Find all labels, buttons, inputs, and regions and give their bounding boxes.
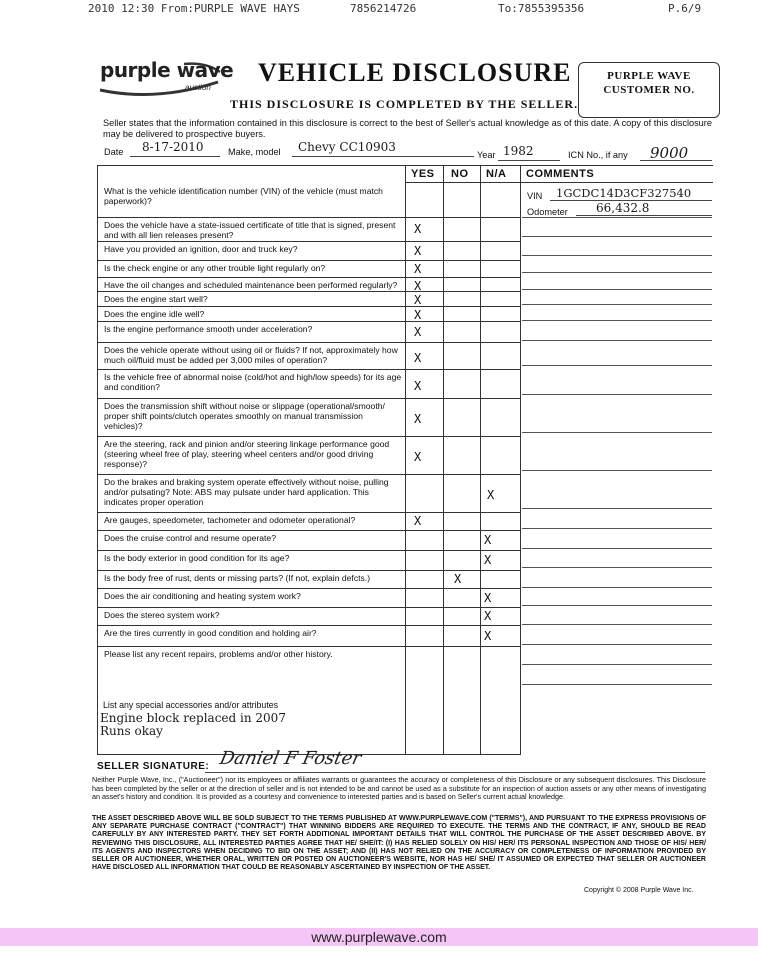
question-text: Does the transmission shift without noise or slippage (operational/smooth/ proper shift points/clutch operates smoothly on manual transmission vehicles)? — [104, 401, 385, 432]
answer-checkmark: X — [414, 243, 422, 258]
question-text: Have you provided an ignition, door and truck key? — [104, 244, 298, 254]
answer-checkmark: X — [487, 488, 495, 502]
comment-line — [522, 644, 712, 645]
question-text: Is the vehicle free of abnormal noise (cold/hot and high/low speeds) for its age and condition? — [104, 372, 402, 393]
row-divider — [97, 277, 521, 278]
make-model-value: Chevy CC10903 — [298, 140, 396, 154]
row-divider — [97, 306, 521, 307]
question-text: Is the check engine or any other trouble light regularly on? — [104, 263, 326, 273]
odometer-underline — [576, 215, 712, 216]
comment-line — [522, 217, 712, 218]
icn-label: ICN No., if any — [568, 150, 628, 160]
answer-checkmark: X — [414, 262, 422, 276]
comment-line — [522, 432, 712, 433]
icn-underline — [640, 160, 712, 161]
header-underline — [405, 182, 713, 183]
comment-line — [522, 394, 712, 395]
year-underline — [498, 160, 560, 161]
question-text: Is the body exterior in good condition for its age? — [104, 553, 290, 563]
question-text: Are the tires currently in good condition and holding air? — [104, 628, 317, 638]
page-title: VEHICLE DISCLOSURE — [258, 58, 572, 87]
signature-line — [205, 772, 705, 773]
row-divider — [97, 217, 521, 218]
answer-checkmark: X — [454, 572, 462, 586]
row-divider — [97, 260, 521, 261]
fax-from-number: 7856214726 — [350, 2, 417, 15]
terms-text: THE ASSET DESCRIBED ABOVE WILL BE SOLD SUBJECT TO THE TERMS PUBLISHED AT WWW.PURPLEWAVE.COM ("TERMS"), AND PURSUANT TO THE EXPRESS PROVISIONS OF ANY SEPARATE PURCHASE CONTRACT ("CONTRACT") THAT WINNING BIDDERS ARE REQUIRED TO EXECUTE. THE TERMS AND THE CONTRACT, IF ANY, SHOULD BE READ CAREFULLY BY ANY INTERESTED PARTY. THEY SET FORTH ADDITIONAL IMPORTANT DETAILS THAT WILL CONTROL THE PURCHASE OF THE ASSET DESCRIBED ABOVE. BY REVIEWING THIS DISCLOSURE, ALL INTERESTED PARTIES AGREE THAT HE/ SHE/IT: (I) HAS RELIED SOLELY ON HIS/ HER/ ITS PERSONAL INSPECTION AND THOSE OF HIS/ HER/ ITS AGENTS AND INSPECTORS WHEN DECIDING TO BID ON THE ASSET; AND (II) HAS NOT RELIED ON THE ACCURACY OR COMPLETENESS OF INFORMATION PROVIDED BY SELLER OR AUCTIONEER, WHETHER ORAL, WRITTEN OR POSTED ON AUCTIONEER'S WEBSITE, NOR HAS HE/ SHE/ IT ASSUMED OR EXPECTED THAT SELLER OR AUCTIONEER HAVE DISCLOSED ALL INFORMATION THAT COULD BE REASONABLY ASCERTAINED BY INSPECTION OF THE ASSET. — [92, 815, 706, 872]
comments-column-divider — [520, 165, 521, 754]
logo-subtext: auction — [185, 83, 211, 92]
question-text: Are the steering, rack and pinion and/or steering linkage performance good (steering wheel free of play, steering wheel centers and/or good driving response)? — [104, 439, 390, 470]
comment-line — [522, 605, 712, 606]
customer-number-box — [578, 62, 720, 118]
question-text: Does the stereo system work? — [104, 610, 220, 620]
make-model-label: Make, model — [228, 147, 281, 157]
customer-box-line2: CUSTOMER NO. — [603, 84, 695, 96]
answer-checkmark: X — [484, 628, 492, 643]
column-header-yes: YES — [411, 168, 435, 180]
row-divider — [97, 398, 521, 399]
row-divider — [97, 241, 521, 242]
comment-line — [522, 587, 712, 588]
table-left-border — [97, 165, 98, 754]
question-text: Does the engine start well? — [104, 294, 208, 304]
question-text: Please list any recent repairs, problems and/or other history. — [104, 649, 333, 659]
row-divider — [97, 321, 521, 322]
comment-line — [522, 470, 712, 471]
answer-checkmark: X — [414, 293, 422, 307]
row-divider — [97, 512, 521, 513]
odometer-label: Odometer — [527, 207, 568, 217]
page-subtitle: THIS DISCLOSURE IS COMPLETED BY THE SELLER. — [230, 97, 579, 111]
comment-line — [522, 320, 712, 321]
answer-checkmark: X — [414, 279, 422, 293]
question-text: Are gauges, speedometer, tachometer and odometer operational? — [104, 515, 356, 525]
comment-line — [522, 340, 712, 341]
answer-checkmark: X — [484, 553, 492, 567]
intro-statement: Seller states that the information contained in this disclosure is correct to the best of Seller's actual knowledge as of this date. A copy of this disclosure may be delivered to prospective buyers. — [103, 118, 712, 139]
question-text: Is the body free of rust, dents or missing parts? (If not, explain defcts.) — [104, 573, 371, 583]
comment-line — [522, 508, 712, 509]
answer-checkmark: X — [414, 308, 422, 322]
question-text: Is the engine performance smooth under acceleration? — [104, 324, 313, 334]
comment-line — [522, 272, 712, 273]
comment-line — [522, 255, 712, 256]
date-underline — [130, 156, 220, 157]
question-text: Does the air conditioning and heating system work? — [104, 591, 301, 601]
vin-label: VIN — [527, 191, 543, 201]
row-divider — [97, 607, 521, 608]
question-text: Does the cruise control and resume operate? — [104, 533, 276, 543]
logo-wordmark: purple wave — [100, 58, 234, 82]
comment-line — [522, 684, 712, 685]
question-text: Does the vehicle operate without using oil or fluids? If not, approximately how much oil/fluid must be added per 3,000 miles of operation? — [104, 345, 398, 366]
comment-line — [522, 624, 712, 625]
disclaimer-text: Neither Purple Wave, Inc., ("Auctioneer") nor its employees or affiliates warrants or guarantees the accuracy or completeness of this Disclosure or any subsequent disclosures. This Disclosure has been completed by the seller or at the direction of seller and is not intended to be and cannot be used as a substitute for an inspection of auction assets or any other means of investigating an asset's history and condition. It is provided as a courtesy and convenience to interested parties and is based on Seller's current actual knowledge. — [92, 775, 706, 802]
answer-checkmark: X — [414, 222, 422, 236]
comment-line — [522, 548, 712, 549]
comment-line — [522, 567, 712, 568]
row-divider — [97, 436, 521, 437]
question-text: Have the oil changes and scheduled maintenance been performed regularly? — [104, 280, 398, 290]
column-header-na: N/A — [486, 168, 507, 180]
answer-checkmark: X — [484, 533, 492, 547]
footer-url-link[interactable]: www.purplewave.com — [311, 929, 447, 945]
comment-line — [522, 304, 712, 305]
answer-checkmark: X — [414, 514, 422, 528]
question-text: Does the vehicle have a state-issued certificate of title that is signed, present and with all lien releases present? — [104, 220, 396, 241]
year-value: 1982 — [503, 144, 534, 158]
row-divider — [97, 588, 521, 589]
column-header-comments: COMMENTS — [526, 168, 595, 180]
make-underline — [292, 156, 474, 157]
vin-value: 1GCDC14D3CF327540 — [556, 186, 692, 200]
comment-line — [522, 289, 712, 290]
comment-line — [522, 664, 712, 665]
row-divider — [97, 550, 521, 551]
fax-timestamp: 2010 12:30 From:PURPLE WAVE HAYS — [88, 2, 300, 15]
accessories-label: List any special accessories and/or attributes — [103, 700, 279, 710]
question-text: Do the brakes and braking system operate effectively without noise, pulling and/or pulsating? Note: ABS may pulsate under hard application. This indicates proper operation — [104, 477, 389, 508]
accessories-line1: Engine block replaced in 2007 — [100, 711, 286, 725]
row-divider — [97, 625, 521, 626]
customer-box-line1: PURPLE WAVE — [607, 70, 691, 82]
date-label: Date — [104, 147, 124, 157]
odometer-value: 66,432.8 — [596, 201, 650, 215]
answer-checkmark: X — [414, 324, 422, 339]
icn-value: 9000 — [650, 144, 689, 162]
comment-line — [522, 528, 712, 529]
answer-checkmark: X — [414, 450, 422, 464]
answer-checkmark: X — [414, 412, 422, 426]
row-divider — [97, 369, 521, 370]
na-column-divider — [480, 165, 481, 754]
accessories-line2: Runs okay — [100, 724, 163, 738]
answer-checkmark: X — [484, 590, 492, 605]
answer-checkmark: X — [414, 378, 422, 393]
question-text: Does the engine idle well? — [104, 309, 205, 319]
fax-to-number: To:7855395356 — [498, 2, 585, 15]
row-divider — [97, 570, 521, 571]
row-divider — [97, 646, 521, 647]
year-label: Year — [477, 150, 496, 160]
no-column-divider — [443, 165, 444, 754]
seller-signature-label: SELLER SIGNATURE: — [97, 761, 210, 772]
answer-checkmark: X — [484, 609, 492, 623]
row-divider — [97, 474, 521, 475]
yes-column-divider — [405, 165, 406, 754]
row-divider — [97, 530, 521, 531]
answer-checkmark: X — [414, 350, 422, 365]
fax-page-number: P.6/9 — [668, 2, 702, 15]
question-text: What is the vehicle identification number (VIN) of the vehicle (must match paperwork)? — [104, 186, 383, 207]
copyright-text: Copyright © 2008 Purple Wave Inc. — [584, 887, 694, 894]
seller-signature: Daniel F Foster — [217, 748, 364, 769]
row-divider — [97, 291, 521, 292]
column-header-no: NO — [451, 168, 469, 180]
date-value: 8-17-2010 — [142, 140, 204, 154]
row-divider — [97, 342, 521, 343]
comment-line — [522, 236, 712, 237]
comment-line — [522, 365, 712, 366]
